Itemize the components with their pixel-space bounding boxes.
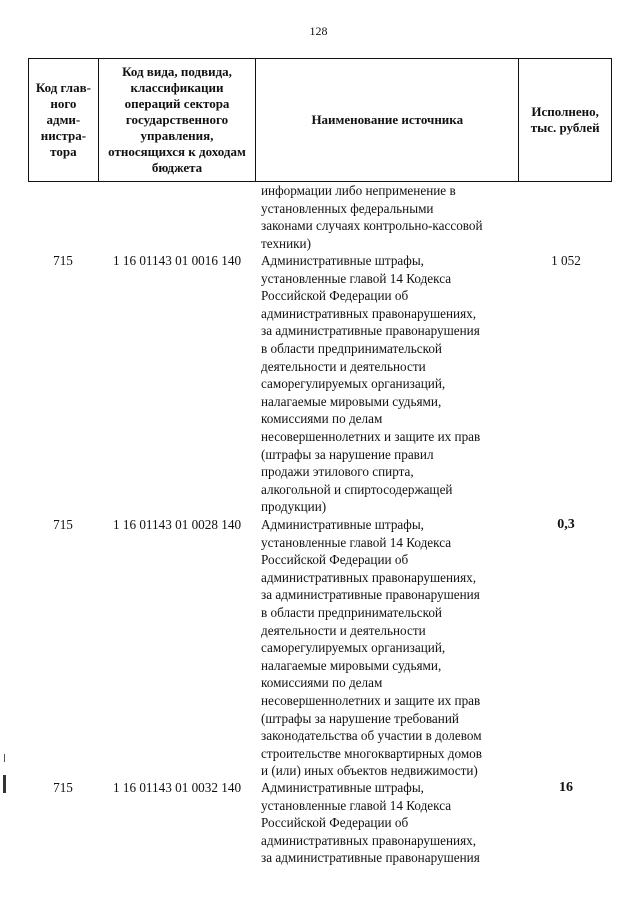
cell-admin-code: 715 <box>53 253 73 268</box>
table-header <box>28 58 612 182</box>
header-type-code: Код вида, подвида, классификации операций сектора государственного управления, относящихся к доходам бюджета <box>99 59 256 181</box>
header-admin-code: Код глав-ного адми-нистра-тора <box>29 59 99 181</box>
scan-artifact <box>3 775 6 793</box>
cell-admin-code: 715 <box>53 517 73 532</box>
cell-type-code: 1 16 01143 01 0028 140 <box>112 517 242 532</box>
cell-amount: 1 052 <box>551 253 581 268</box>
cell-type-code: 1 16 01143 01 0016 140 <box>112 253 242 268</box>
cell-source-name: Административные штрафы, установленные главой 14 Кодекса Российской Федерации об административных правонарушениях, за административные правонарушения в области предпринимательской деятельности и деятельности саморегулируемых организаций, налагаемые мировыми судьями, комиссиями по делам несовершеннолетних и защите их прав (штрафы за нарушение требований законодательства об участии в долевом строительстве многоквартирных домов и (или) иных объектов недвижимости) <box>261 517 482 779</box>
scan-artifact <box>4 754 5 762</box>
cell-source-name: Административные штрафы, установленные главой 14 Кодекса Российской Федерации об административных правонарушениях, за административные правонарушения в области предпринимательской деятельности и деятельности саморегулируемых организаций, налагаемые мировыми судьями, комиссиями по делам несовершеннолетних и защите их прав (штрафы за нарушение правил продажи этилового спирта, алкогольной и спиртосодержащей продукции) <box>261 253 481 515</box>
header-source-name: Наименование источника <box>256 59 519 181</box>
page-number: 128 <box>309 24 328 38</box>
cell-amount: 16 <box>559 780 573 795</box>
header-executed: Исполнено, тыс. рублей <box>530 104 600 135</box>
continuation-text: информации либо неприменение в установленных федеральными законами случаях контрольно-кассовой техники) <box>261 183 483 251</box>
cell-admin-code: 715 <box>53 780 73 795</box>
table-body <box>28 182 612 905</box>
cell-amount: 0,3 <box>557 517 575 532</box>
cell-type-code: 1 16 01143 01 0032 140 <box>112 780 242 795</box>
cell-source-name: Административные штрафы, установленные главой 14 Кодекса Российской Федерации об административных правонарушениях, за административные правонарушения <box>261 780 480 866</box>
